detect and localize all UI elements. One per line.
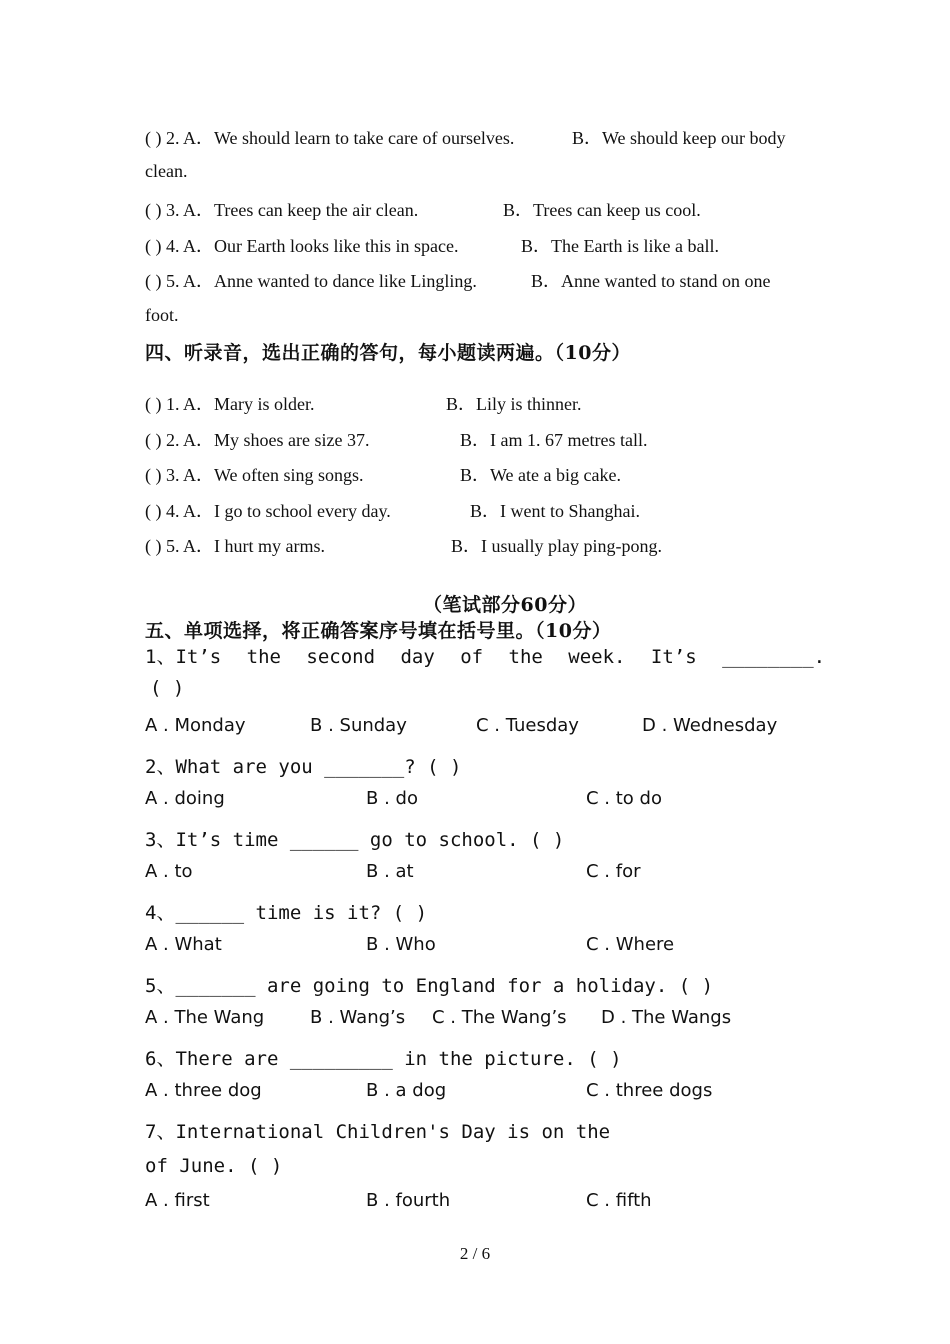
s5-q4-option-b: B . Who (366, 934, 436, 955)
s5-q6-option-c: C . three dogs (586, 1080, 713, 1101)
s5-q1-option-d: D . Wednesday (642, 715, 778, 736)
s5-q2-option-b: B . do (366, 788, 418, 809)
q3-2-option-b: B．We should keep our body (572, 128, 786, 148)
s4-q5-option-b: B．I usually play ping-pong. (451, 536, 662, 556)
s5-q5-option-d: D . The Wangs (601, 1007, 732, 1028)
s5-q7-option-b: B . fourth (366, 1190, 451, 1211)
q3-4-option-b: B．The Earth is like a ball. (521, 236, 719, 256)
s5-q4-question: 4、______ time is it? ( ) (145, 902, 428, 924)
q3-3-option-a: ( ) 3. A．Trees can keep the air clean. (145, 200, 419, 220)
s5-q7-option-a: A . first (145, 1190, 210, 1211)
s5-q7-question: 7、International Children's Day is on the (145, 1121, 611, 1143)
s4-q2-option-a: ( ) 2. A．My shoes are size 37. (145, 430, 370, 450)
s4-q5-option-a: ( ) 5. A．I hurt my arms. (145, 536, 325, 556)
s5-q1-answer-paren: ( ) (150, 677, 185, 699)
s5-q2-question: 2、What are you _______? ( ) (145, 756, 462, 778)
q3-2-option-a: ( ) 2. A．We should learn to take care of ourselves. (145, 128, 515, 148)
s5-q6-question: 6、There are _________ in the picture. ( ) (145, 1048, 622, 1070)
s5-q5-option-a: A . The Wang (145, 1007, 265, 1028)
q3-5-option-a: ( ) 5. A．Anne wanted to dance like Lingling. (145, 271, 477, 291)
section4-heading: 四、听录音，选出正确的答句，每小题读两遍。（10分） (145, 342, 631, 364)
s5-q6-option-b: B . a dog (366, 1080, 447, 1101)
written-part-title: （笔试部分60分） (423, 594, 587, 616)
page-number: 2 / 6 (459, 1244, 491, 1263)
s5-q4-option-c: C . Where (586, 934, 675, 955)
q3-5-continuation: foot. (145, 305, 179, 325)
section5-heading: 五、单项选择，将正确答案序号填在括号里。（10分） (145, 620, 612, 642)
s5-q3-option-c: C . for (586, 861, 641, 882)
s5-q5-question: 5、_______ are going to England for a holiday. ( ) (145, 975, 714, 997)
s5-q5-option-b: B . Wang’s (310, 1007, 406, 1028)
s4-q1-option-a: ( ) 1. A．Mary is older. (145, 394, 315, 414)
s5-q6-option-a: A . three dog (145, 1080, 262, 1101)
s5-q2-option-c: C . to do (586, 788, 662, 809)
s5-q7-option-c: C . fifth (586, 1190, 652, 1211)
s4-q1-option-b: B．Lily is thinner. (446, 394, 582, 414)
s4-q3-option-b: B．We ate a big cake. (460, 465, 621, 485)
s4-q4-option-b: B．I went to Shanghai. (470, 501, 640, 521)
s5-q7-continuation: of June. ( ) (145, 1155, 283, 1177)
s4-q3-option-a: ( ) 3. A．We often sing songs. (145, 465, 364, 485)
s5-q1-question: 1、It’s the second day of the week. It’s ________. (145, 646, 826, 668)
q3-4-option-a: ( ) 4. A．Our Earth looks like this in space. (145, 236, 459, 256)
s5-q3-option-b: B . at (366, 861, 414, 882)
s5-q1-option-b: B . Sunday (310, 715, 407, 736)
s5-q1-option-c: C . Tuesday (476, 715, 579, 736)
q3-2-continuation: clean. (145, 161, 188, 181)
s5-q5-option-c: C . The Wang’s (432, 1007, 567, 1028)
s5-q3-option-a: A . to (145, 861, 193, 882)
s4-q2-option-b: B．I am 1. 67 metres tall. (460, 430, 648, 450)
s5-q3-question: 3、It’s time ______ go to school. ( ) (145, 829, 565, 851)
q3-3-option-b: B．Trees can keep us cool. (503, 200, 701, 220)
s5-q1-option-a: A . Monday (145, 715, 246, 736)
s5-q2-option-a: A . doing (145, 788, 225, 809)
s4-q4-option-a: ( ) 4. A．I go to school every day. (145, 501, 391, 521)
s5-q4-option-a: A . What (145, 934, 222, 955)
q3-5-option-b: B．Anne wanted to stand on one (531, 271, 771, 291)
